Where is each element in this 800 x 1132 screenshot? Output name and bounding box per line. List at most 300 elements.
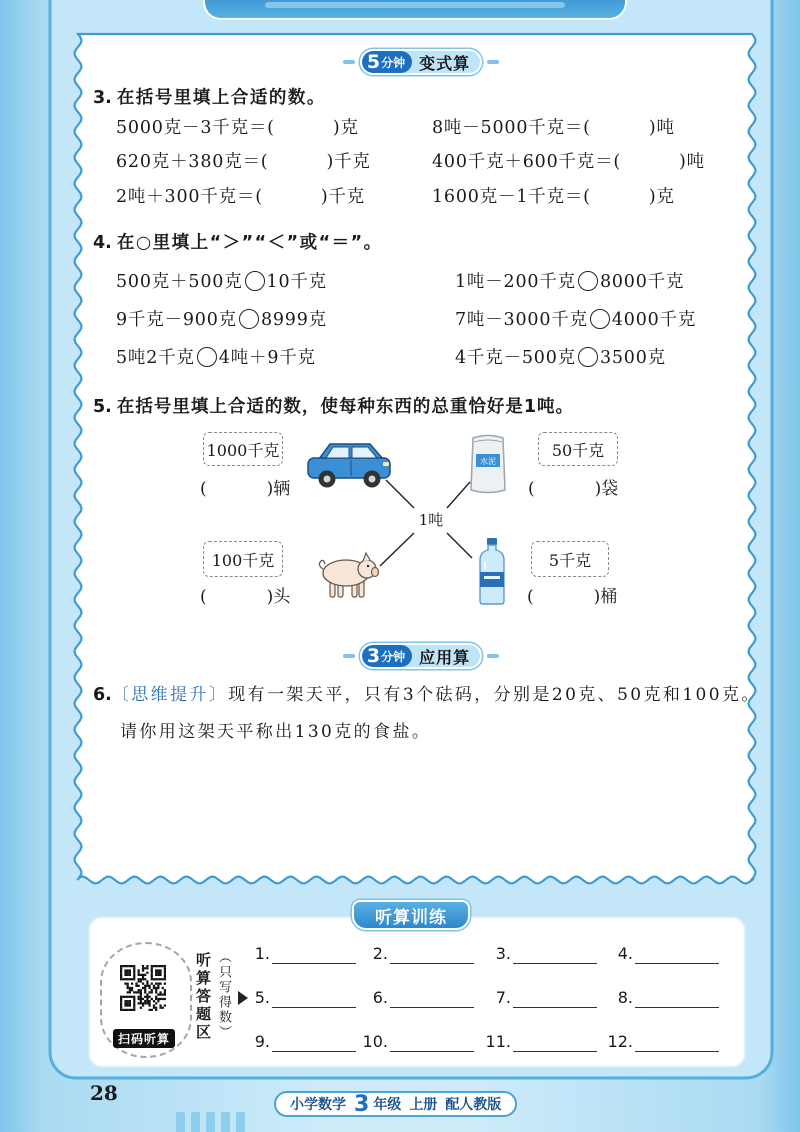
qr-module [162,1007,164,1009]
qr-module [127,983,129,985]
qr-module [146,993,148,995]
qr-module [129,978,131,980]
paren-open: ( [200,587,207,607]
qr-module [133,965,135,967]
qr-module [155,974,157,976]
qr-module [138,1002,140,1004]
qr-module [155,987,157,989]
listening-answer-line[interactable] [635,1051,719,1052]
qr-module [148,1002,150,1004]
compare-circle[interactable] [590,309,610,329]
qr-module [120,972,122,974]
equation-text: 620克＋380克＝( [116,152,269,172]
qr-module [164,989,166,991]
qr-module [159,993,161,995]
answer-unit: )桶 [593,587,618,607]
qr-module [120,996,122,998]
qr-module [157,974,159,976]
weight-box-pig: 100千克 [203,541,283,577]
answer-bottle [527,585,617,609]
qr-module [159,978,161,980]
comparison [455,308,696,332]
question-5-heading [93,396,574,418]
listening-item-number: 11. [485,1032,511,1051]
qr-module [140,1002,142,1004]
qr-module [151,989,153,991]
comparison [455,270,684,294]
qr-module [144,1002,146,1004]
qr-module [129,1002,131,1004]
answer-car [200,477,290,501]
qr-module [138,996,140,998]
qr-module [138,969,140,971]
qr-module [159,965,161,967]
equation-text: 5000克－3千克＝( [116,118,275,138]
qr-module [131,989,133,991]
qr-module [127,969,129,971]
listening-answer-line[interactable] [390,1007,474,1008]
time-unit: 分钟 [381,55,406,70]
weight-box-car: 1000千克 [203,432,283,466]
qr-module [164,976,166,978]
decor-bar [206,1112,215,1132]
qr-module [146,1000,148,1002]
qr-module [153,965,155,967]
qr-module [133,978,135,980]
qr-module [164,998,166,1000]
qr-module [131,965,133,967]
qr-module [157,969,159,971]
answer-blank[interactable] [621,154,679,172]
qr-module [120,998,122,1000]
weight-box-bottle: 5千克 [531,541,609,577]
qr-module [153,985,155,987]
section-header-variation [42,49,800,75]
qr-module [157,998,159,1000]
listening-answer-line[interactable] [513,963,597,964]
qr-module [162,993,164,995]
qr-module [131,987,133,989]
equation [116,185,365,209]
answer-blank[interactable] [207,589,267,607]
qr-module [144,989,146,991]
qr-module [127,974,129,976]
qr-module [129,969,131,971]
question-4-heading [93,232,383,254]
qr-module [131,978,133,980]
qr-module [157,1000,159,1002]
listening-answer-line[interactable] [513,1007,597,1008]
qr-module [155,1009,157,1011]
answer-pig [200,585,290,609]
listening-answer-line[interactable] [635,963,719,964]
qr-module [151,978,153,980]
question-prompt: 在括号里填上合适的数。 [116,88,326,108]
qr-module [148,996,150,998]
answer-blank[interactable] [591,189,649,207]
time-badge [362,645,412,667]
qr-module [122,978,124,980]
listening-item-number: 12. [607,1032,633,1051]
qr-module [124,1000,126,1002]
qr-module [124,978,126,980]
answer-blank[interactable] [275,120,333,138]
qr-module [133,972,135,974]
qr-module [133,976,135,978]
qr-module [144,985,146,987]
qr-module [151,967,153,969]
qr-module [129,996,131,998]
qr-module [127,1004,129,1006]
qr-module [140,1000,142,1002]
qr-module [129,1009,131,1011]
equation [116,150,371,174]
qr-module [148,1000,150,1002]
qr-module [129,991,131,993]
decor-bar [221,1112,230,1132]
comparison-right: 4吨＋9千克 [218,348,316,368]
car-icon [305,440,393,490]
qr-module [133,998,135,1000]
qr-module [131,983,133,985]
comparison [455,346,666,370]
qr-module [122,1009,124,1011]
qr-module [120,1002,122,1004]
compare-circle[interactable] [239,309,259,329]
decor-dash [343,60,355,64]
qr-module [157,987,159,989]
qr-module [146,965,148,967]
qr-module [127,991,129,993]
qr-module [155,983,157,985]
qr-module [162,998,164,1000]
qr-module [140,974,142,976]
listening-answer-line[interactable] [390,963,474,964]
equation-unit: )克 [648,187,675,207]
listening-answer-line[interactable] [513,1051,597,1052]
qr-module [162,965,164,967]
qr-module [144,978,146,980]
question-number: 6. [93,685,112,705]
qr-module [164,1004,166,1006]
qr-module [120,1007,122,1009]
time-badge [362,51,412,73]
page-number: 28 [90,1081,118,1105]
comparison [116,270,327,294]
qr-module [129,974,131,976]
listening-item-number: 9. [254,1032,270,1051]
listening-answer-line[interactable] [272,1051,356,1052]
qr-module [140,996,142,998]
qr-module [129,1004,131,1006]
qr-module [164,969,166,971]
question-number: 5. [93,397,112,417]
qr-module [140,980,142,982]
question-text: 请你用这架天平称出130克的食盐。 [120,722,432,742]
section-pill [360,49,482,75]
qr-module [155,1002,157,1004]
qr-module [140,1007,142,1009]
listening-tab [352,900,470,930]
qr-module [140,991,142,993]
qr-module [131,1009,133,1011]
qr-module [142,1004,144,1006]
qr-module [146,967,148,969]
equation [432,185,675,209]
qr-module [146,972,148,974]
compare-circle[interactable] [578,271,598,291]
question-text: 现有一架天平，只有3个砝码，分别是20克、50克和100克。 [228,685,761,705]
qr-module [162,978,164,980]
qr-module [127,1002,129,1004]
qr-module [155,998,157,1000]
qr-module [124,1002,126,1004]
listening-title: 听算训练 [375,907,447,928]
qr-module [159,969,161,971]
answer-unit: )头 [266,587,291,607]
equation-text: 400千克＋600千克＝( [432,152,622,172]
footer-book-info [274,1091,517,1117]
qr-module [120,965,122,967]
qr-module [153,1000,155,1002]
answer-blank[interactable] [591,120,649,138]
listening-item-number: 4. [617,944,633,963]
pig-icon [314,545,380,603]
qr-module [129,972,131,974]
footer-subject: 小学数学 [290,1097,346,1113]
compare-circle[interactable] [578,347,598,367]
listening-answer-line[interactable] [272,1007,356,1008]
question-number: 3. [93,88,112,108]
qr-module [155,989,157,991]
qr-module [142,1002,144,1004]
qr-module [148,1004,150,1006]
qr-module [140,978,142,980]
comparison-left: 7吨－3000千克 [455,310,588,330]
decor-dash [487,654,499,658]
answer-unit: )辆 [266,479,291,499]
scan-label[interactable]: 扫码听算 [113,1029,175,1048]
qr-module [133,967,135,969]
listening-answer-line[interactable] [635,1007,719,1008]
comparison-right: 10千克 [266,272,327,292]
equation-text: 1600克－1千克＝( [432,187,591,207]
decor-bar [236,1112,245,1132]
qr-module [142,965,144,967]
qr-module [164,978,166,980]
qr-module [133,974,135,976]
qr-module [159,1007,161,1009]
comparison-right: 8999克 [260,310,327,330]
header-banner [205,0,625,18]
qr-module [164,972,166,974]
qr-module [129,987,131,989]
qr-module [124,974,126,976]
qr-module [142,987,144,989]
qr-module [138,972,140,974]
qr-module [159,974,161,976]
qr-module [140,998,142,1000]
equation [432,116,675,140]
qr-module [127,985,129,987]
qr-module [133,1002,135,1004]
comparison-left: 5吨2千克 [116,348,195,368]
qr-module [153,1007,155,1009]
qr-module [127,965,129,967]
qr-module [155,965,157,967]
qr-module [133,991,135,993]
qr-module [155,978,157,980]
qr-module [124,965,126,967]
comparison [116,346,316,370]
listening-item-number: 7. [495,988,511,1007]
answer-blank[interactable] [207,481,267,499]
time-unit: 分钟 [381,649,406,664]
qr-module [138,974,140,976]
time-number: 3 [366,645,381,667]
equation-unit: )吨 [648,118,675,138]
qr-module [164,991,166,993]
qr-code[interactable] [120,965,166,1011]
equation [432,150,705,174]
qr-module [155,969,157,971]
section-title: 应用算 [419,647,471,667]
qr-module [127,978,129,980]
qr-module [129,989,131,991]
qr-module [151,969,153,971]
listening-answer-line[interactable] [390,1051,474,1052]
qr-module [144,991,146,993]
answer-area-note: （只写得数） [216,950,231,1040]
qr-module [122,996,124,998]
question-tag: 〔思维提升〕 [111,685,229,705]
qr-module [146,996,148,998]
qr-module [120,978,122,980]
comparison-left: 9千克－900克 [116,310,237,330]
compare-circle[interactable] [245,271,265,291]
comparison-right: 3500克 [599,348,666,368]
qr-module [138,980,140,982]
time-number: 5 [366,51,381,73]
qr-module [124,1009,126,1011]
qr-module [135,991,137,993]
qr-module [146,1002,148,1004]
qr-module [164,983,166,985]
comparison [116,308,327,332]
equation-unit: )吨 [679,152,705,172]
equation-text: 2吨＋300千克＝( [116,187,263,207]
qr-module [131,996,133,998]
qr-module [159,983,161,985]
qr-module [148,1009,150,1011]
qr-module [142,967,144,969]
qr-module [135,985,137,987]
answer-blank[interactable] [534,589,594,607]
qr-module [120,1000,122,1002]
qr-module [142,969,144,971]
qr-module [151,974,153,976]
qr-module [127,1000,129,1002]
qr-module [133,1004,135,1006]
comparison-right: 8000千克 [599,272,685,292]
qr-module [159,972,161,974]
equation-unit: )千克 [320,187,366,207]
qr-module [142,976,144,978]
qr-module [142,983,144,985]
listening-item-number: 10. [362,1032,388,1051]
answer-blank[interactable] [263,189,321,207]
question-prompt: 在括号里填上合适的数，使每种东西的总重恰好是1吨。 [116,397,575,417]
comparison-left: 4千克－500克 [455,348,576,368]
listening-item-number: 2. [372,944,388,963]
qr-module [140,993,142,995]
qr-module [159,991,161,993]
qr-module [162,987,164,989]
total-weight-label: 1吨 [418,511,444,529]
qr-module [157,993,159,995]
qr-module [140,989,142,991]
answer-blank[interactable] [535,481,595,499]
question-number: 4. [93,233,112,253]
qr-module [120,969,122,971]
qr-module [138,985,140,987]
qr-module [144,987,146,989]
qr-module [151,972,153,974]
qr-module [133,969,135,971]
qr-module [153,987,155,989]
question-prompt: 在○里填上“＞”“＜”或“＝”。 [116,233,383,253]
qr-module [138,978,140,980]
qr-module [151,983,153,985]
qr-module [127,1009,129,1011]
listening-answer-line[interactable] [272,963,356,964]
qr-module [120,976,122,978]
qr-module [127,972,129,974]
weight-box-bag: 50千克 [538,432,618,466]
qr-module [148,991,150,993]
qr-module [142,974,144,976]
qr-module [151,998,153,1000]
listening-item-number: 3. [495,944,511,963]
compare-circle[interactable] [197,347,217,367]
paren-open: ( [527,587,534,607]
qr-module [133,1009,135,1011]
qr-module [138,991,140,993]
qr-module [133,996,135,998]
footer-grade-number: 3 [354,1091,370,1117]
bag-label: 水泥 [480,457,496,466]
comparison-left: 500克＋500克 [116,272,243,292]
qr-module [164,965,166,967]
qr-module [129,965,131,967]
answer-area-label: 听算答题区 [194,952,212,1042]
qr-module [135,983,137,985]
qr-module [127,996,129,998]
answer-blank[interactable] [268,154,326,172]
qr-module [120,967,122,969]
qr-module [138,998,140,1000]
qr-module [144,996,146,998]
qr-module [164,974,166,976]
qr-module [122,965,124,967]
qr-module [155,991,157,993]
qr-module [144,1000,146,1002]
qr-module [142,998,144,1000]
qr-module [124,983,126,985]
qr-module [146,980,148,982]
footer-grade: 年级 [373,1097,402,1113]
qr-module [124,972,126,974]
